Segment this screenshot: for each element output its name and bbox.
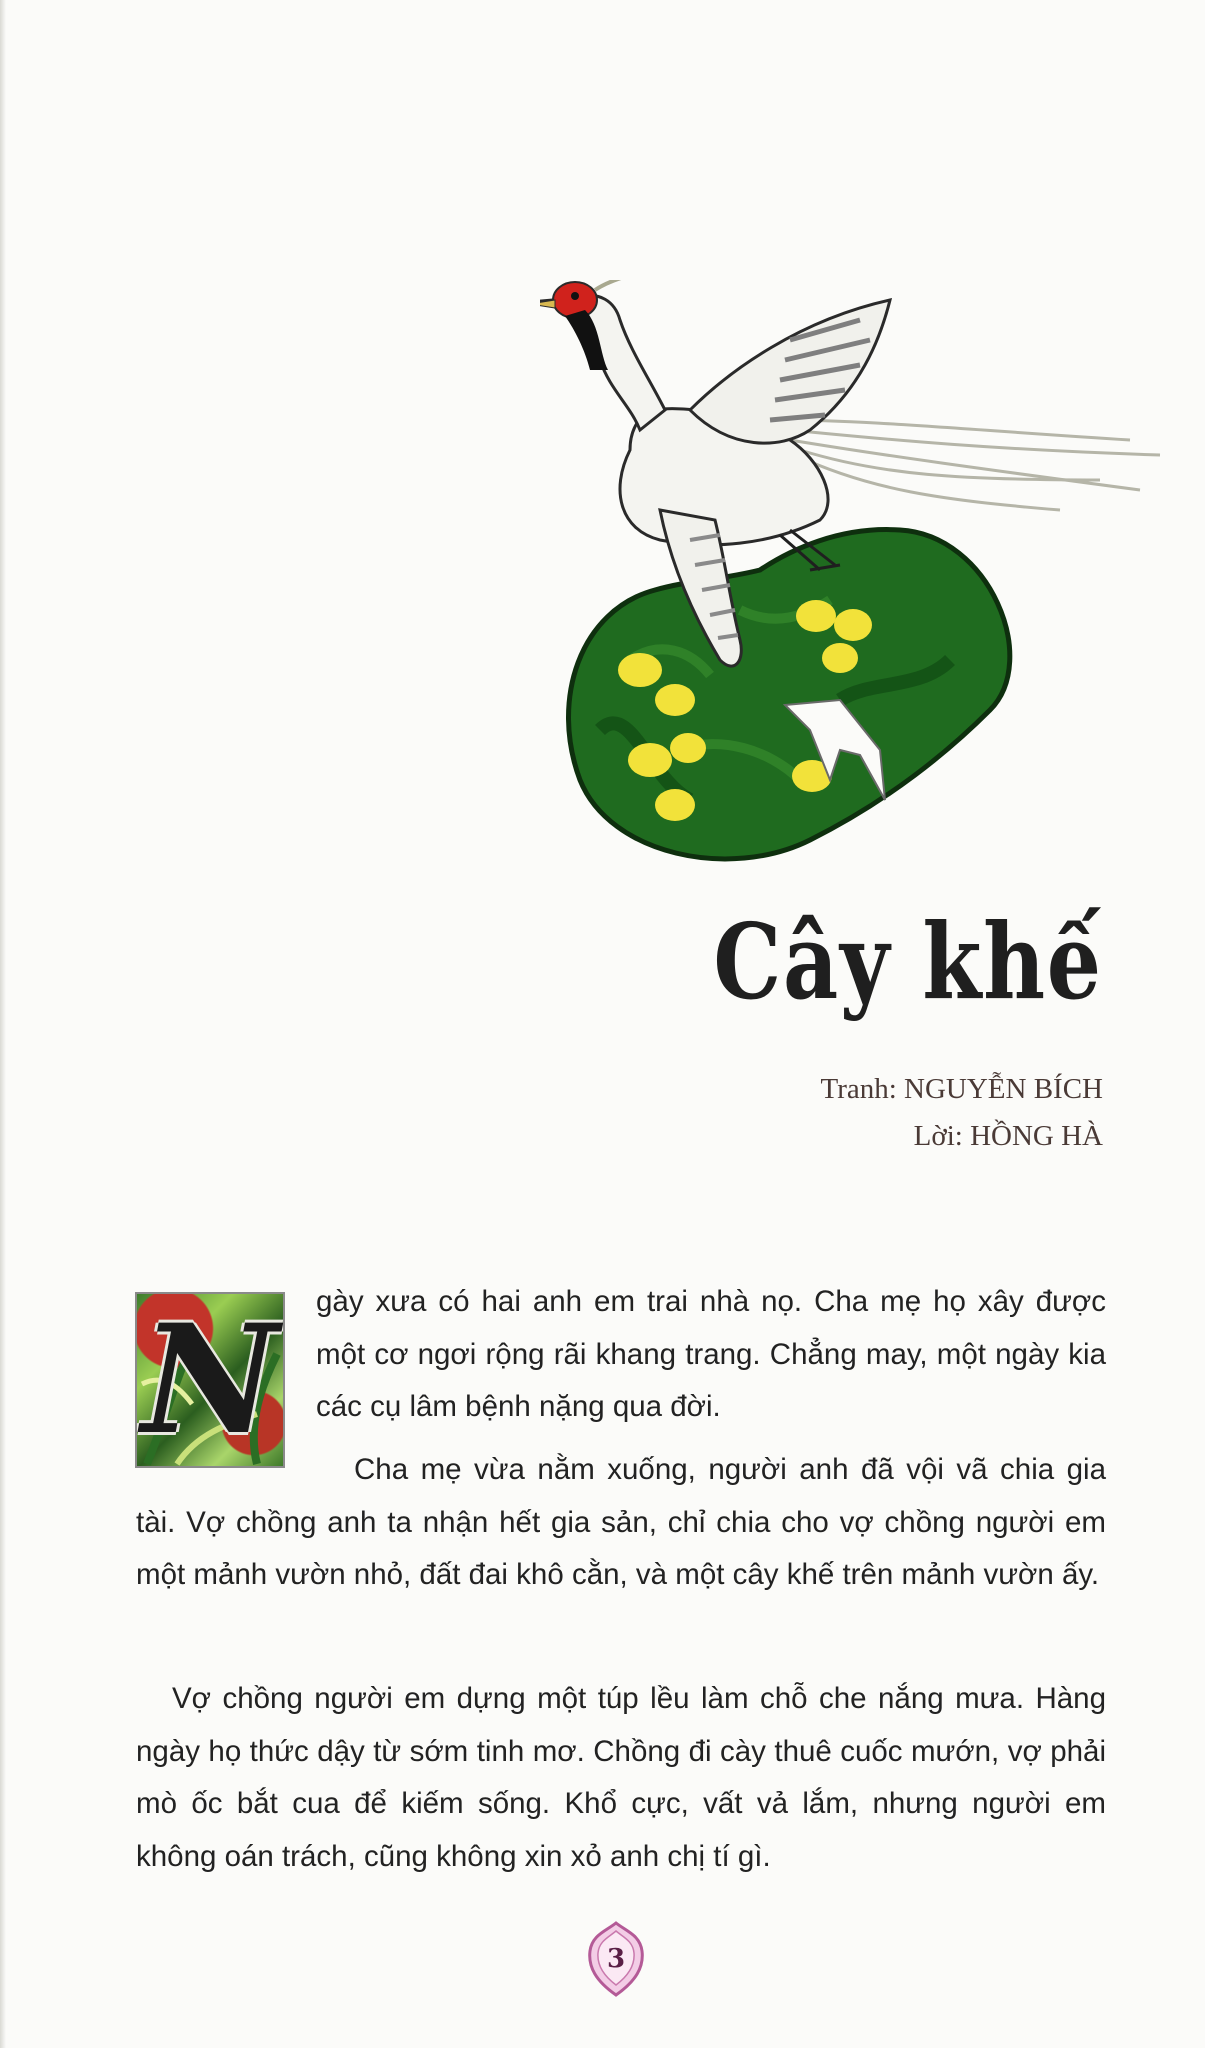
story-paragraph-3: [136, 1673, 1106, 1883]
page-edge-shadow: [0, 0, 6, 2048]
illustrator-credit: Tranh: NGUYỄN BÍCH: [820, 1073, 1103, 1105]
story-credits: [821, 1066, 1104, 1160]
story-paragraph-2: [136, 1444, 1106, 1602]
phoenix-illustration: [540, 280, 1200, 880]
bird-tail: [780, 420, 1160, 510]
tree-foliage: [569, 530, 1010, 859]
story-paragraph-1: [316, 1276, 1106, 1434]
drop-cap-letter: N: [141, 1292, 279, 1468]
page-number: 3: [606, 1944, 626, 1974]
paragraph-text: Vợ chồng người em dựng một túp lều làm chỗ che nắng mưa. Hàng ngày họ thức dậy từ sớm tinh mơ. Chồng đi cày thuê cuốc mướn, vợ phải mò ốc bắt cua để kiếm sống. Khổ cực, vất vả lắm, nhưng người em không oán trách, cũng không xin xỏ anh chị tí gì.: [136, 1682, 1106, 1873]
paragraph-text: gày xưa có hai anh em trai nhà nọ. Cha mẹ họ xây được một cơ ngơi rộng rãi khang trang. Chẳng may, một ngày kia các cụ lâm bệnh nặng qua đời.: [316, 1285, 1106, 1423]
page-number-badge: [586, 1921, 646, 1997]
story-title: Cây khế: [713, 900, 1103, 1023]
drop-cap: [135, 1292, 285, 1468]
paragraph-text: Cha mẹ vừa nằm xuống, người anh đã vội vã chia gia tài. Vợ chồng anh ta nhận hết gia sản, chỉ chia cho vợ chồng người em một mảnh vườn nhỏ, đất đai khô cằn, và một cây khế trên mảnh vườn ấy.: [136, 1453, 1106, 1591]
author-credit: Lời: HỒNG HÀ: [913, 1120, 1103, 1152]
